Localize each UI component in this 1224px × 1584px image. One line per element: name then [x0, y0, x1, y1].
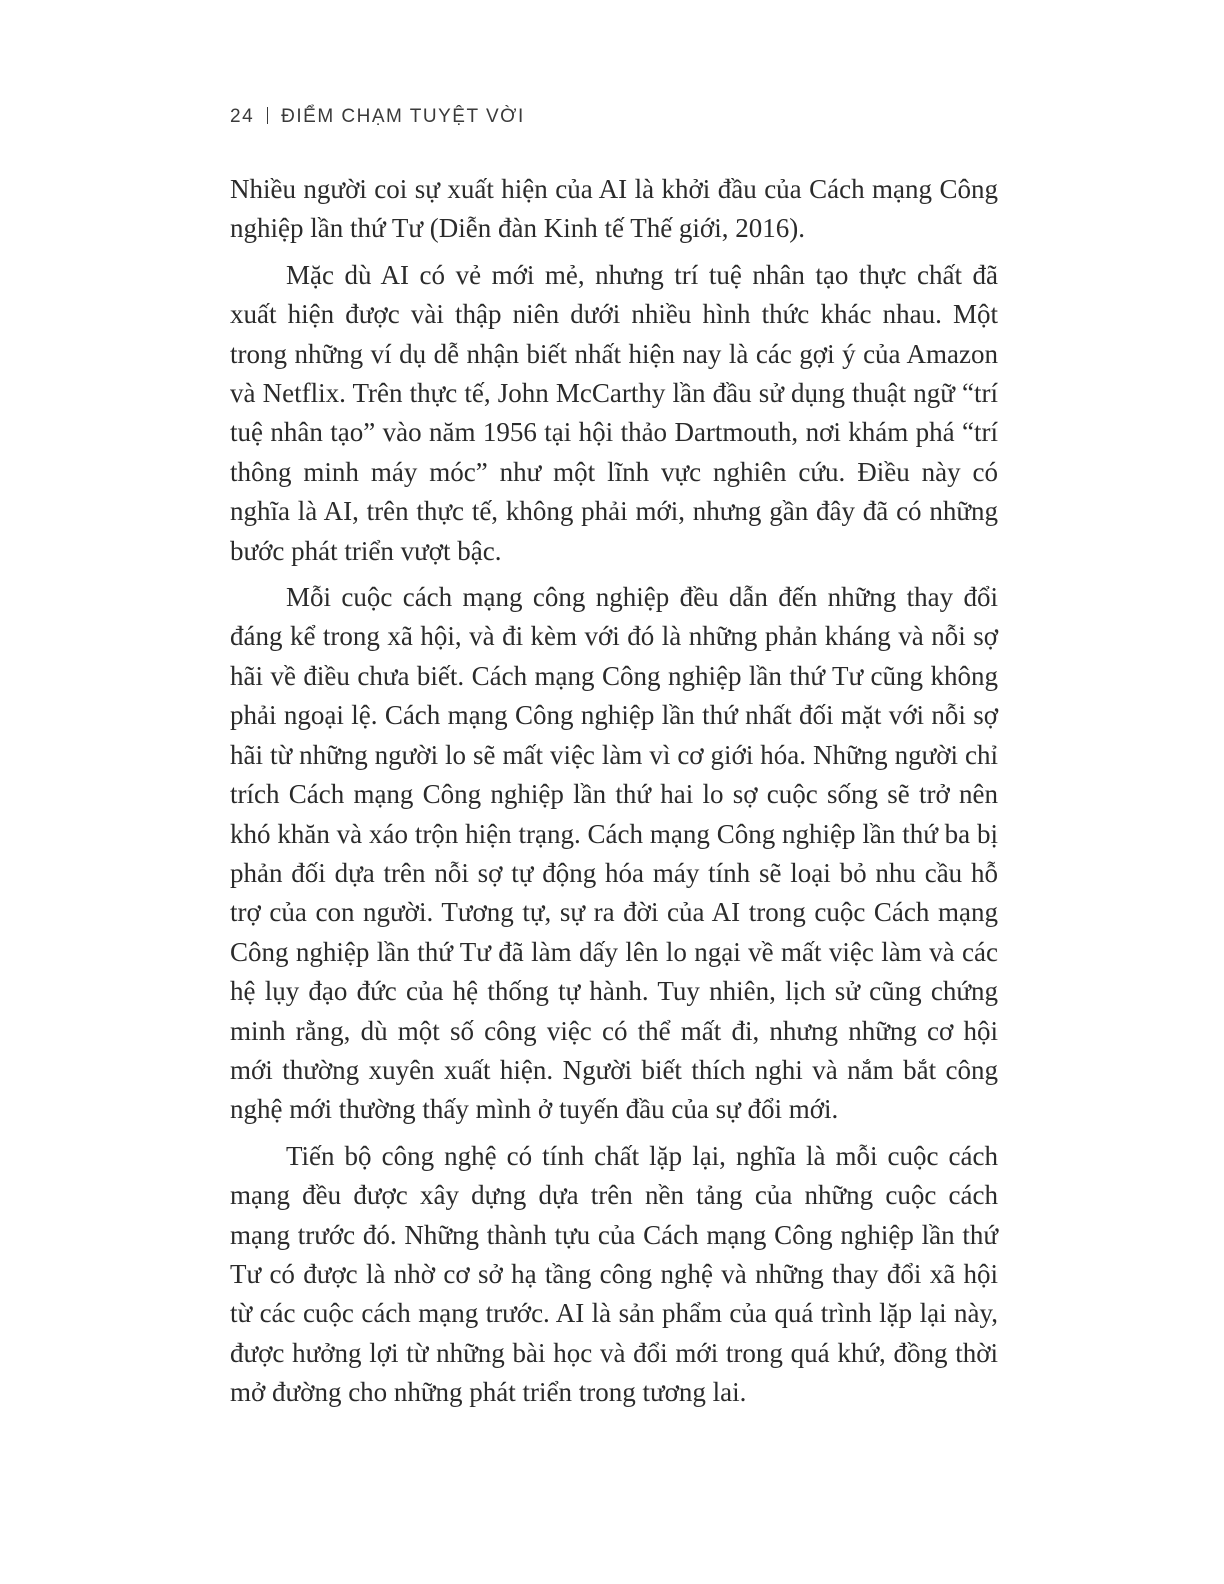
paragraph-1: Nhiều người coi sự xuất hiện của AI là khởi đầu của Cách mạng Công nghiệp lần thứ Tư (Diễn đàn Kinh tế Thế giới, 2016). [230, 174, 998, 244]
book-title: ĐIỂM CHẠM TUYỆT VỜI [281, 106, 525, 127]
header-divider [267, 107, 268, 124]
paragraph-4: Tiến bộ công nghệ có tính chất lặp lại, nghĩa là mỗi cuộc cách mạng đều được xây dựng dựa trên nền tảng của những cuộc cách mạng trước đó. Những thành tựu của Cách mạng Công nghiệp lần thứ Tư có được là nhờ cơ sở hạ tầng công nghệ và những thay đổi xã hội từ các cuộc cách mạng trước. AI là sản phẩm của quá trình lặp lại này, được hưởng lợi từ những bài học và đổi mới trong quá khứ, đồng thời mở đường cho những phát triển trong tương lai. [230, 1140, 998, 1408]
paragraph-3: Mỗi cuộc cách mạng công nghiệp đều dẫn đến những thay đổi đáng kể trong xã hội, và đi kèm với đó là những phản kháng và nỗi sợ hãi về điều chưa biết. Cách mạng Công nghiệp lần thứ Tư cũng không phải ngoại lệ. Cách mạng Công nghiệp lần thứ nhất đối mặt với nỗi sợ hãi từ những người lo sẽ mất việc làm vì cơ giới hóa. Những người chỉ trích Cách mạng Công nghiệp lần thứ hai lo sợ cuộc sống sẽ trở nên khó khăn và xáo trộn hiện trạng. Cách mạng Công nghiệp lần thứ ba bị phản đối dựa trên nỗi sợ tự động hóa máy tính sẽ loại bỏ nhu cầu hỗ trợ của con người. Tương tự, sự ra đời của AI trong cuộc Cách mạng Công nghiệp lần thứ Tư đã làm dấy lên lo ngại về mất việc làm và các hệ lụy đạo đức của hệ thống tự hành. Tuy nhiên, lịch sử cũng chứng minh rằng, dù một số công việc có thể mất đi, nhưng những cơ hội mới thường xuyên xuất hiện. Người biết thích nghi và nắm bắt công nghệ mới thường thấy mình ở tuyến đầu của sự đổi mới. [230, 582, 998, 1125]
page-number: 24 [230, 106, 255, 127]
body-text [230, 170, 998, 1413]
running-head [230, 106, 525, 128]
paragraph-2: Mặc dù AI có vẻ mới mẻ, nhưng trí tuệ nhân tạo thực chất đã xuất hiện được vài thập niên dưới nhiều hình thức khác nhau. Một trong những ví dụ dễ nhận biết nhất hiện nay là các gợi ý của Amazon và Netflix. Trên thực tế, John McCarthy lần đầu sử dụng thuật ngữ “trí tuệ nhân tạo” vào năm 1956 tại hội thảo Dartmouth, nơi khám phá “trí thông minh máy móc” như một lĩnh vực nghiên cứu. Điều này có nghĩa là AI, trên thực tế, không phải mới, nhưng gần đây đã có những bước phát triển vượt bậc. [230, 259, 998, 566]
